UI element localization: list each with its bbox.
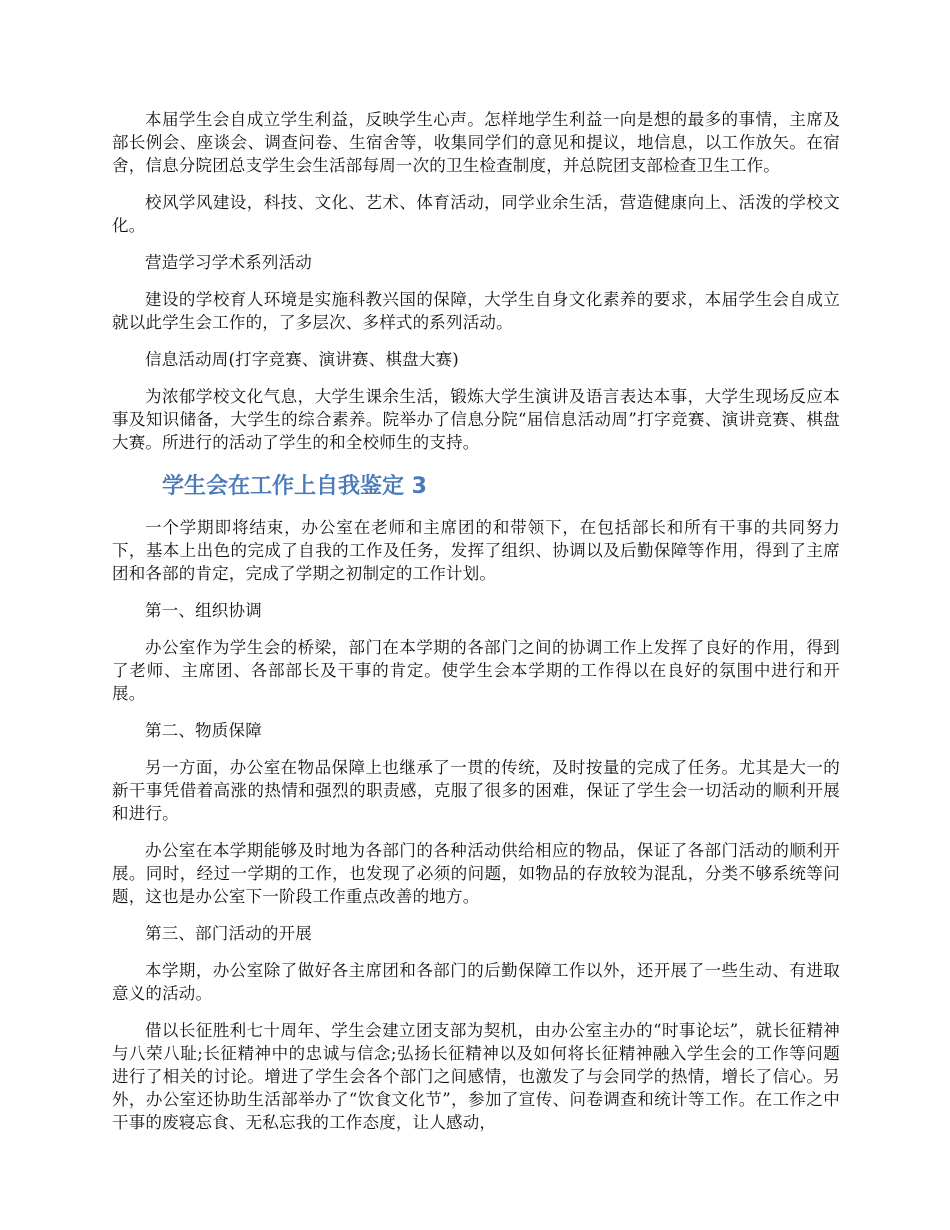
paragraph: 建设的学校育人环境是实施科教兴国的保障，大学生自身文化素养的要求，本届学生会自成立就以此学生会工作的，了多层次、多样式的系列活动。 xyxy=(112,290,840,332)
paragraph: 另一方面，办公室在物品保障上也继承了一贯的传统，及时按量的完成了任务。尤其是大一的新干事凭借着高涨的热情和强烈的职责感，克服了很多的困难，保证了学生会一切活动的顺利开展和进行。 xyxy=(112,758,840,823)
paragraph: 办公室作为学生会的桥梁，部门在本学期的各部门之间的协调工作上发挥了良好的作用，得到了老师、主席团、各部部长及干事的肯定。使学生会本学期的工作得以在良好的氛围中进行和开展。 xyxy=(112,638,840,703)
paragraph: 一个学期即将结束，办公室在老师和主席团的和带领下，在包括部长和所有干事的共同努力下，基本上出色的完成了自我的工作及任务，发挥了组织、协调以及后勤保障等作用，得到了主席团和各部的肯定，完成了学期之初制定的工作计划。 xyxy=(112,518,840,583)
paragraph: 办公室在本学期能够及时地为各部门的各种活动供给相应的物品，保证了各部门活动的顺利开展。同时，经过一学期的工作，也发现了必须的问题，如物品的存放较为混乱，分类不够系统等问题，这也是办公室下一阶段工作重点改善的地方。 xyxy=(112,841,840,906)
paragraph: 借以长征胜利七十周年、学生会建立团支部为契机，由办公室主办的“时事论坛”，就长征精神与八荣八耻;长征精神中的忠诚与信念;弘扬长征精神以及如何将长征精神融入学生会的工作等问题进行了相关的讨论。增进了学生会各个部门之间感情，也激发了与会同学的热情，增长了信心。另外，办公室还协助生活部举办了“饮食文化节”，参加了宣传、问卷调查和统计等工作。在工作之中干事的废寝忘食、无私忘我的工作态度，让人感动， xyxy=(112,1021,840,1132)
paragraph: 校风学风建设，科技、文化、艺术、体育活动，同学业余生活，营造健康向上、活泼的学校文化。 xyxy=(112,193,840,235)
subheading: 第二、物质保障 xyxy=(145,721,262,740)
subheading: 营造学习学术系列活动 xyxy=(145,253,312,272)
paragraph: 为浓郁学校文化气息，大学生课余生活，锻炼大学生演讲及语言表达本事，大学生现场反应本事及知识储备，大学生的综合素养。院举办了信息分院“届信息活动周”打字竞赛、演讲竞赛、棋盘大赛。所进行的活动了学生的和全校师生的支持。 xyxy=(112,387,840,452)
paragraph: 本届学生会自成立学生利益，反映学生心声。怎样地学生利益一向是想的最多的事情，主席及部长例会、座谈会、调查问卷、生宿舍等，收集同学们的意见和提议，地信息，以工作放矢。在宿舍，信息分院团总支学生会生活部每周一次的卫生检查制度，并总院团支部检查卫生工作。 xyxy=(112,110,840,175)
subheading: 第一、组织协调 xyxy=(145,601,262,620)
section-title: 学生会在工作上自我鉴定 3 xyxy=(162,474,427,499)
subheading: 第三、部门活动的开展 xyxy=(145,924,312,943)
section-3-body xyxy=(112,516,840,1134)
paragraph: 本学期，办公室除了做好各主席团和各部门的后勤保障工作以外，还开展了一些生动、有进取意义的活动。 xyxy=(112,961,840,1003)
document-body xyxy=(112,108,840,1148)
subheading: 信息活动周(打字竞赛、演讲赛、棋盘大赛) xyxy=(145,350,459,369)
section-2-tail xyxy=(112,108,840,454)
